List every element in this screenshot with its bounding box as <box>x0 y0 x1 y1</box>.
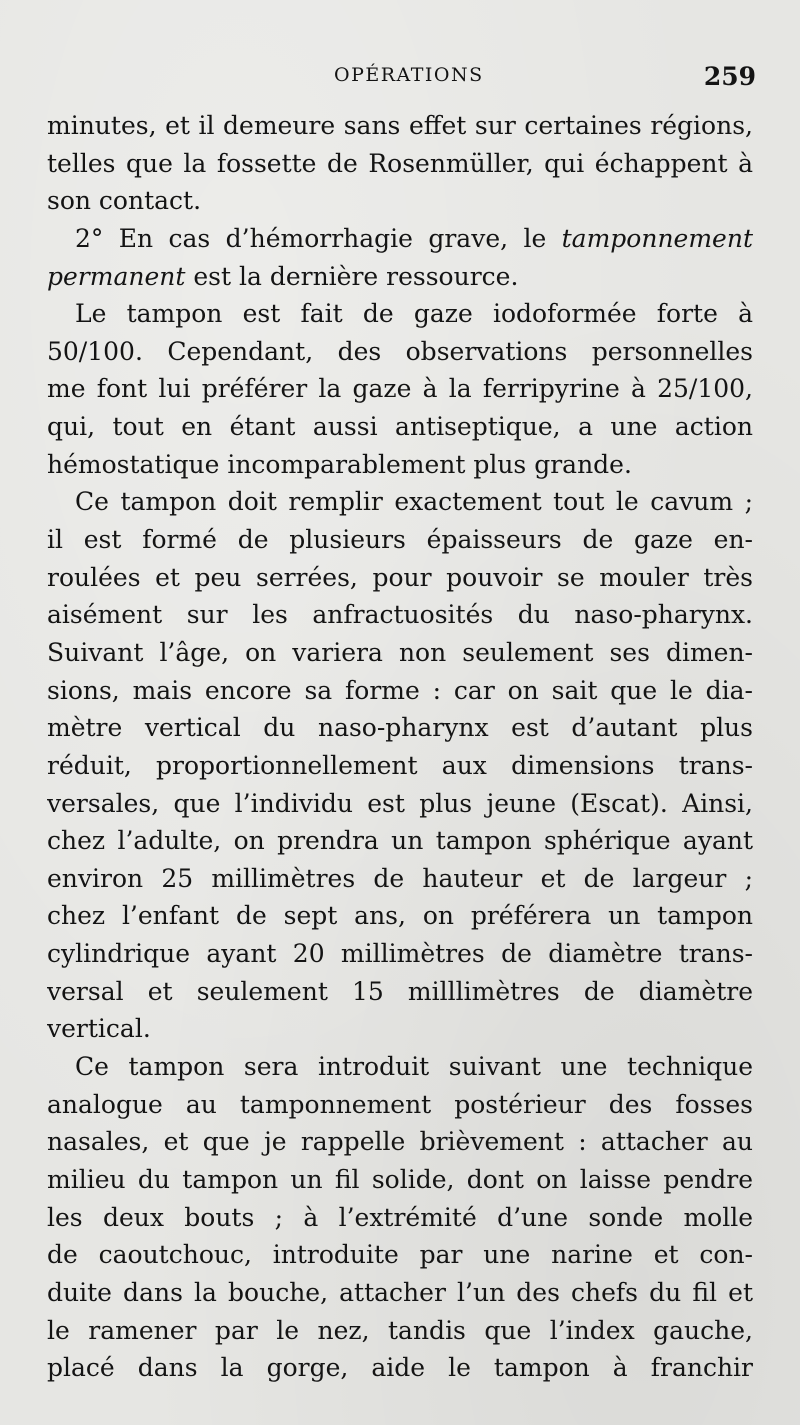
text-line: minutes, et il demeure sans effet sur certaines régions, <box>47 111 753 140</box>
text-line: Ce tampon doit remplir exactement tout le cavum ; <box>75 487 753 517</box>
text-segment: 2° En cas d’hémorrhagie grave, le <box>75 223 547 253</box>
text-line <box>47 258 753 296</box>
text-line: réduit, proportionnellement aux dimensions trans- <box>47 750 753 780</box>
text-line: son contact. <box>47 186 202 216</box>
text-line: cylindrique ayant 20 millimètres de diamètre trans- <box>47 939 753 969</box>
text-line: milieu du tampon un fil solide, dont on laisse pendre <box>47 1164 753 1194</box>
text-line: chez l’enfant de sept ans, on préférera un tampon <box>47 901 753 931</box>
text-line: roulées et peu serrées, pour pouvoir se mouler très <box>47 562 753 592</box>
text-line: Suivant l’âge, on variera non seulement ses dimen- <box>47 637 753 667</box>
text-line: me font lui préférer la gaze à la ferripyrine à 25/100, <box>47 374 753 404</box>
text-line: mètre vertical du naso-pharynx est d’autant plus <box>47 713 753 743</box>
text-line <box>47 220 753 258</box>
page-number: 259 <box>703 62 756 91</box>
text-line: aisément sur les anfractuosités du naso-pharynx. <box>47 600 753 630</box>
text-line: les deux bouts ; à l’extrémité d’une sonde molle <box>47 1202 753 1232</box>
text-line: versales, que l’individu est plus jeune (Escat). Ainsi, <box>47 788 753 818</box>
text-line: Ce tampon sera introduit suivant une technique <box>75 1052 753 1082</box>
text-line: de caoutchouc, introduite par une narine et con- <box>47 1240 753 1270</box>
text-line: Le tampon est fait de gaze iodoformée forte à <box>75 299 753 329</box>
text-line: hémostatique incomparablement plus grande. <box>47 449 632 479</box>
body-text <box>47 107 753 1387</box>
text-line: chez l’adulte, on prendra un tampon sphérique ayant <box>47 826 753 856</box>
page-header <box>0 62 800 98</box>
text-line: telles que la fossette de Rosenmüller, qui échappent à <box>47 148 753 178</box>
text-line: environ 25 millimètres de hauteur et de largeur ; <box>47 863 753 893</box>
text-line: il est formé de plusieurs épaisseurs de gaze en- <box>47 525 753 555</box>
text-line: versal et seulement 15 milllimètres de diamètre <box>47 976 753 1006</box>
text-line: nasales, et que je rappelle brièvement : attacher au <box>47 1127 753 1157</box>
text-line: vertical. <box>47 1014 151 1044</box>
text-line: qui, tout en étant aussi antiseptique, a une action <box>47 412 753 442</box>
text-line: placé dans la gorge, aide le tampon à franchir <box>47 1353 753 1383</box>
text-line: 50/100. Cependant, des observations personnelles <box>47 336 753 366</box>
text-line: sions, mais encore sa forme : car on sait que le dia- <box>47 675 753 705</box>
running-head: OPÉRATIONS <box>334 64 484 86</box>
italic-term: tamponnement <box>561 223 753 253</box>
italic-term: permanent <box>47 261 186 291</box>
text-line: duite dans la bouche, attacher l’un des chefs du fil et <box>47 1277 753 1307</box>
text-line: le ramener par le nez, tandis que l’index gauche, <box>47 1315 753 1345</box>
text-line: analogue au tamponnement postérieur des fosses <box>47 1089 753 1119</box>
text-segment: est la dernière ressource. <box>193 261 519 291</box>
